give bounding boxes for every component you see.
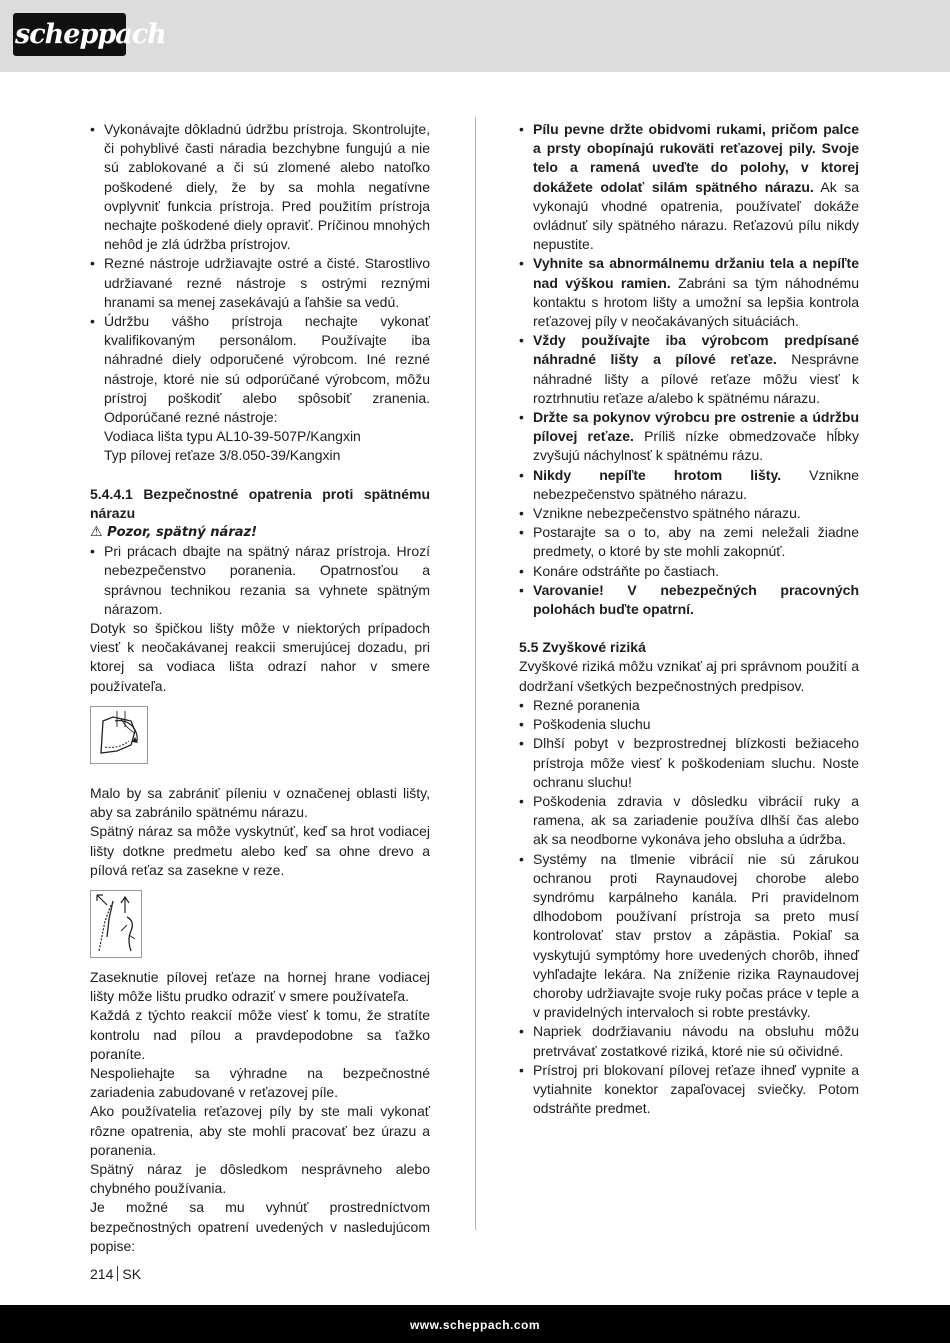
language-code: SK <box>122 1266 142 1282</box>
page-footer <box>90 1265 141 1284</box>
list-item: • Varovanie! V nebezpečných pracovných polohách buďte opatrní. <box>519 581 859 619</box>
list-item: • Prístroj pri blokovaní pílovej reťaze ihneď vypnite a vytiahnite konektor zapaľovacej sviečky. Potom odstráňte predmet. <box>519 1061 859 1119</box>
list-item: • Pri prácach dbajte na spätný náraz prístroja. Hrozí nebezpečenstvo poranenia. Opatrnosťou a správnou technikou rezania sa vyhnete spätným nárazom. <box>90 542 430 619</box>
paragraph: Zvyškové riziká môžu vznikať aj pri správnom použití a dodržaní všetkých bezpečnostných predpisov. <box>519 658 859 694</box>
list-item: • Držte sa pokynov výrobcu pre ostrenie a údržbu pílovej reťaze. Príliš nízke obmedzovače hĺbky zvyšujú náchylnosť k spätnému rázu. <box>519 408 859 466</box>
section-heading-kickback: 5.4.4.1 Bezpečnostné opatrenia proti spätnému nárazu <box>90 485 430 521</box>
maintenance-list <box>90 120 430 427</box>
warning-triangle-icon: ⚠ <box>90 524 103 541</box>
paragraph: Malo by sa zabrániť píleniu v označenej oblasti lišty, aby sa zabránilo spätnému nárazu. <box>90 784 430 821</box>
left-column <box>90 120 430 1256</box>
kickback-warning <box>90 523 430 542</box>
section-heading-residual-risks: 5.5 Zvyškové riziká <box>519 639 646 656</box>
list-item: • Vznikne nebezpečenstvo spätného nárazu. <box>519 504 859 523</box>
paragraph: Spätný náraz je dôsledkom nesprávneho alebo chybného používania. <box>90 1160 430 1197</box>
list-item: • Rezné nástroje udržiavajte ostré a čisté. Starostlivo udržiavané rezné nástroje s ostrými reznými hranami sa menej zasekávajú a ľahšie sa vedú. <box>90 254 430 312</box>
list-item: • Nikdy nepíľte hrotom lišty. Vznikne nebezpečenstvo spätného nárazu. <box>519 466 859 504</box>
list-item: • Pílu pevne držte obidvomi rukami, pričom palce a prsty obopínajú rukoväti reťazovej pily. Svoje telo a ramená uveďte do polohy, v ktorej dokážete odolať silám spätného nárazu. Ak sa vykonajú vhodné opatrenia, používateľ dokáže ovládnuť sily spätného nárazu. Reťazovú pílu nikdy nepustite. <box>519 120 859 254</box>
chain-type: Typ pílovej reťaze 3/8.050-39/Kangxin <box>104 447 341 464</box>
list-item: • Vyhnite sa abnormálnemu držaniu tela a nepíľte nad výškou ramien. Zabráni sa tým náhodnému kontaktu s hrotom lišty a umožní sa lepšia kontrola reťazovej píly v neočakávaných situáciách. <box>519 254 859 331</box>
chain-pinch-illustration <box>90 890 142 958</box>
kickback-zone-illustration <box>90 706 148 764</box>
paragraph: Zaseknutie pílovej reťaze na hornej hrane vodiacej lišty môže lištu prudko odraziť v smere používateľa. <box>90 968 430 1005</box>
residual-risks-list <box>519 696 859 1118</box>
header-bar <box>0 0 950 72</box>
paragraph: Dotyk so špičkou lišty môže v niektorých prípadoch viesť k neočakávanej reakcii smerujúcej dozadu, pri ktorej sa vodiaca lišta odrazí nahor v smere používateľa. <box>90 620 430 694</box>
list-item: • Postarajte sa o to, aby na zemi neležali žiadne predmety, o ktoré by ste mohli zakopnúť. <box>519 523 859 561</box>
scheppach-logo: scheppach <box>13 13 126 56</box>
guide-bar-type: Vodiaca lišta typu AL10-39-507P/Kangxin <box>104 428 361 445</box>
paragraph: Je možné sa mu vyhnúť prostredníctvom bezpečnostných opatrení uvedených v nasledujúcom popise: <box>90 1199 430 1254</box>
paragraph: Každá z týchto reakcií môže viesť k tomu, že stratíte kontrolu nad pílou a pravdepodobne sa ťažko poraníte. <box>90 1007 430 1062</box>
list-item: • Dlhší pobyt v bezprostrednej blízkosti bežiaceho prístroja môže viesť k poškodeniam sluchu. Noste ochranu sluchu! <box>519 734 859 792</box>
paragraph: Nespoliehajte sa výhradne na bezpečnostné zariadenia zabudované v reťazovej píle. <box>90 1064 430 1101</box>
kickback-measures-list <box>519 120 859 619</box>
list-item: • Systémy na tlmenie vibrácií nie sú zárukou ochranou proti Raynaudovej chorobe alebo syndrómu karpálneho kanála. Pri pravidelnom dlhodobom používaní prístroja sa preto musí kontrolovať stav prstov a zápästia. Pokiaľ sa vyskytujú symptómy hore uvedených chorôb, ihneď vyhľadajte lekára. Na zníženie rizika Raynaudovej choroby udržiavajte svoje ruky počas práce v teple a v pravidelných intervaloch si robte prestávky. <box>519 850 859 1023</box>
list-item: • Vždy používajte iba výrobcom predpísané náhradné lišty a pílové reťaze. Nesprávne náhradné lišty a pílové reťaze môžu viesť k roztrhnutiu reťaze a/alebo k spätnému nárazu. <box>519 331 859 408</box>
page-number: 214 <box>90 1266 114 1282</box>
list-item: • Napriek dodržiavaniu návodu na obsluhu môžu pretrvávať zostatkové riziká, ktoré nie sú očividné. <box>519 1022 859 1060</box>
list-item: • Poškodenia sluchu <box>519 715 859 734</box>
column-divider <box>475 117 476 1230</box>
list-item: • Rezné poranenia <box>519 696 859 715</box>
right-column <box>519 120 859 1118</box>
paragraph: Spätný náraz sa môže vyskytnúť, keď sa hrot vodiacej lišty dotkne predmetu alebo keď sa ohne drevo a pílová reťaz sa zasekne v reze. <box>90 823 430 878</box>
list-item: • Poškodenia zdravia v dôsledku vibrácií ruky a ramena, ak sa zariadenie používa dlhší čas alebo ak sa neodborne vykonáva jeho obsluha a údržba. <box>519 792 859 850</box>
paragraph: Ako používatelia reťazovej píly by ste mali vykonať rôzne opatrenia, aby ste mohli pracovať bez úrazu a poranenia. <box>90 1103 430 1158</box>
list-item: • Údržbu vášho prístroja nechajte vykonať kvalifikovaným personálom. Používajte iba náhradné diely odporučené výrobcom. Iné rezné nástroje, ktoré nie sú odporúčané výrobcom, môžu prístroj poškodiť alebo spôsobiť zranenia. Odporúčané rezné nástroje: <box>90 312 430 427</box>
warning-text: Pozor, spätný náraz! <box>107 525 258 541</box>
list-item: • Konáre odstráňte po častiach. <box>519 562 859 581</box>
website-link[interactable]: www.scheppach.com <box>409 1318 541 1332</box>
footer-separator <box>117 1266 118 1281</box>
kickback-list <box>90 542 430 619</box>
list-item: • Vykonávajte dôkladnú údržbu prístroja. Skontrolujte, či pohyblivé časti náradia bezchybne fungujú a nie sú zablokované a či sú zlomené alebo natoľko poškodené diely, že by sa mohla negatívne ovplyvniť funkcia prístroja. Pred použitím prístroja nechajte poškodené diely opraviť. Príčinou mnohých nehôd je zlá údržba prístrojov. <box>90 120 430 254</box>
footer-bar <box>0 1305 950 1343</box>
